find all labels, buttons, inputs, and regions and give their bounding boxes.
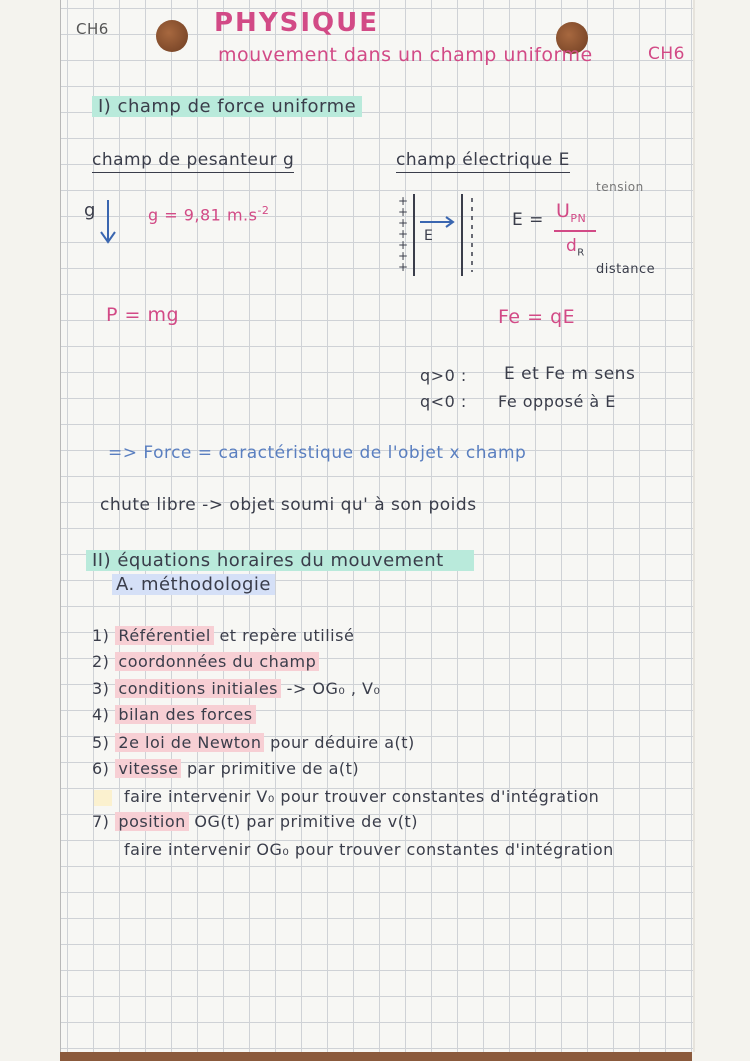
weight-formula: P = mg [106, 304, 180, 326]
capacitor-plus-signs: + + + + + + + [398, 194, 409, 274]
step-number: 2) [92, 652, 110, 671]
methodology-step [92, 812, 418, 831]
methodology-step [92, 705, 256, 724]
step-text: par primitive de a(t) [181, 759, 360, 778]
step-text: et repère utilisé [213, 626, 355, 645]
q-negative-condition: q<0 : [420, 392, 467, 411]
step-keyword: conditions initiales [115, 679, 281, 698]
methodology-step [118, 787, 599, 806]
chapter-label-left: CH6 [76, 20, 109, 38]
step-keyword: vitesse [115, 759, 181, 778]
step-text: faire intervenir V₀ pour trouver constantes d'intégration [124, 787, 600, 806]
page-title: PHYSIQUE [214, 8, 380, 38]
q-positive-text: E et Fe m sens [504, 364, 636, 384]
tension-annotation: tension [596, 180, 644, 194]
q-positive-condition: q>0 : [420, 366, 467, 385]
methodology-step [92, 759, 359, 778]
highlight-mark [94, 790, 112, 806]
methodology-step [92, 679, 380, 698]
electric-field-heading: champ électrique E [396, 150, 570, 173]
step-number: 4) [92, 705, 110, 724]
step-text: -> OG₀ , V₀ [281, 679, 381, 698]
fraction-bar [554, 230, 596, 232]
step-keyword: bilan des forces [115, 705, 255, 724]
q-negative-text: Fe opposé à E [498, 392, 616, 411]
force-conclusion: => Force = caractéristique de l'objet x champ [108, 443, 527, 463]
page-subtitle: mouvement dans un champ uniforme [218, 44, 593, 66]
step-number: 3) [92, 679, 110, 698]
step-number: 1) [92, 626, 110, 645]
step-keyword: coordonnées du champ [115, 652, 319, 671]
gravity-field-heading: champ de pesanteur g [92, 150, 294, 173]
step-keyword: position [115, 812, 188, 831]
electric-force-formula: Fe = qE [498, 306, 576, 328]
step-text: faire intervenir OG₀ pour trouver constantes d'intégration [124, 840, 614, 859]
e-formula-denominator: $d_R$ [566, 236, 585, 259]
section-1-heading: I) champ de force uniforme [92, 96, 362, 117]
e-formula-numerator: $U_{PN}$ [556, 200, 587, 225]
step-number: 7) [92, 812, 110, 831]
gravity-arrow [96, 198, 136, 248]
binder-hole-left [156, 20, 188, 52]
e-formula-lhs: E = [512, 210, 544, 230]
step-number: 6) [92, 759, 110, 778]
step-keyword: Référentiel [115, 626, 213, 645]
capacitor-field-label: E [424, 228, 434, 244]
g-vector-symbol: g [84, 200, 96, 221]
page-bottom-edge [60, 1052, 692, 1061]
section-2-heading: II) équations horaires du mouvement [86, 550, 474, 571]
methodology-step [92, 652, 319, 671]
methodology-step [118, 840, 614, 859]
chapter-label-right: CH6 [648, 44, 685, 64]
methodology-step [92, 626, 354, 645]
section-2-subheading: A. méthodologie [112, 574, 275, 595]
step-keyword: 2e loi de Newton [115, 733, 264, 752]
methodology-step [92, 733, 415, 752]
step-number: 5) [92, 733, 110, 752]
step-text: OG(t) par primitive de v(t) [188, 812, 418, 831]
step-text: pour déduire a(t) [264, 733, 415, 752]
g-value: g = 9,81 $m.s^{-2}$ [148, 204, 270, 225]
free-fall-definition: chute libre -> objet soumi qu' à son poids [100, 495, 477, 515]
distance-annotation: distance [596, 262, 656, 277]
